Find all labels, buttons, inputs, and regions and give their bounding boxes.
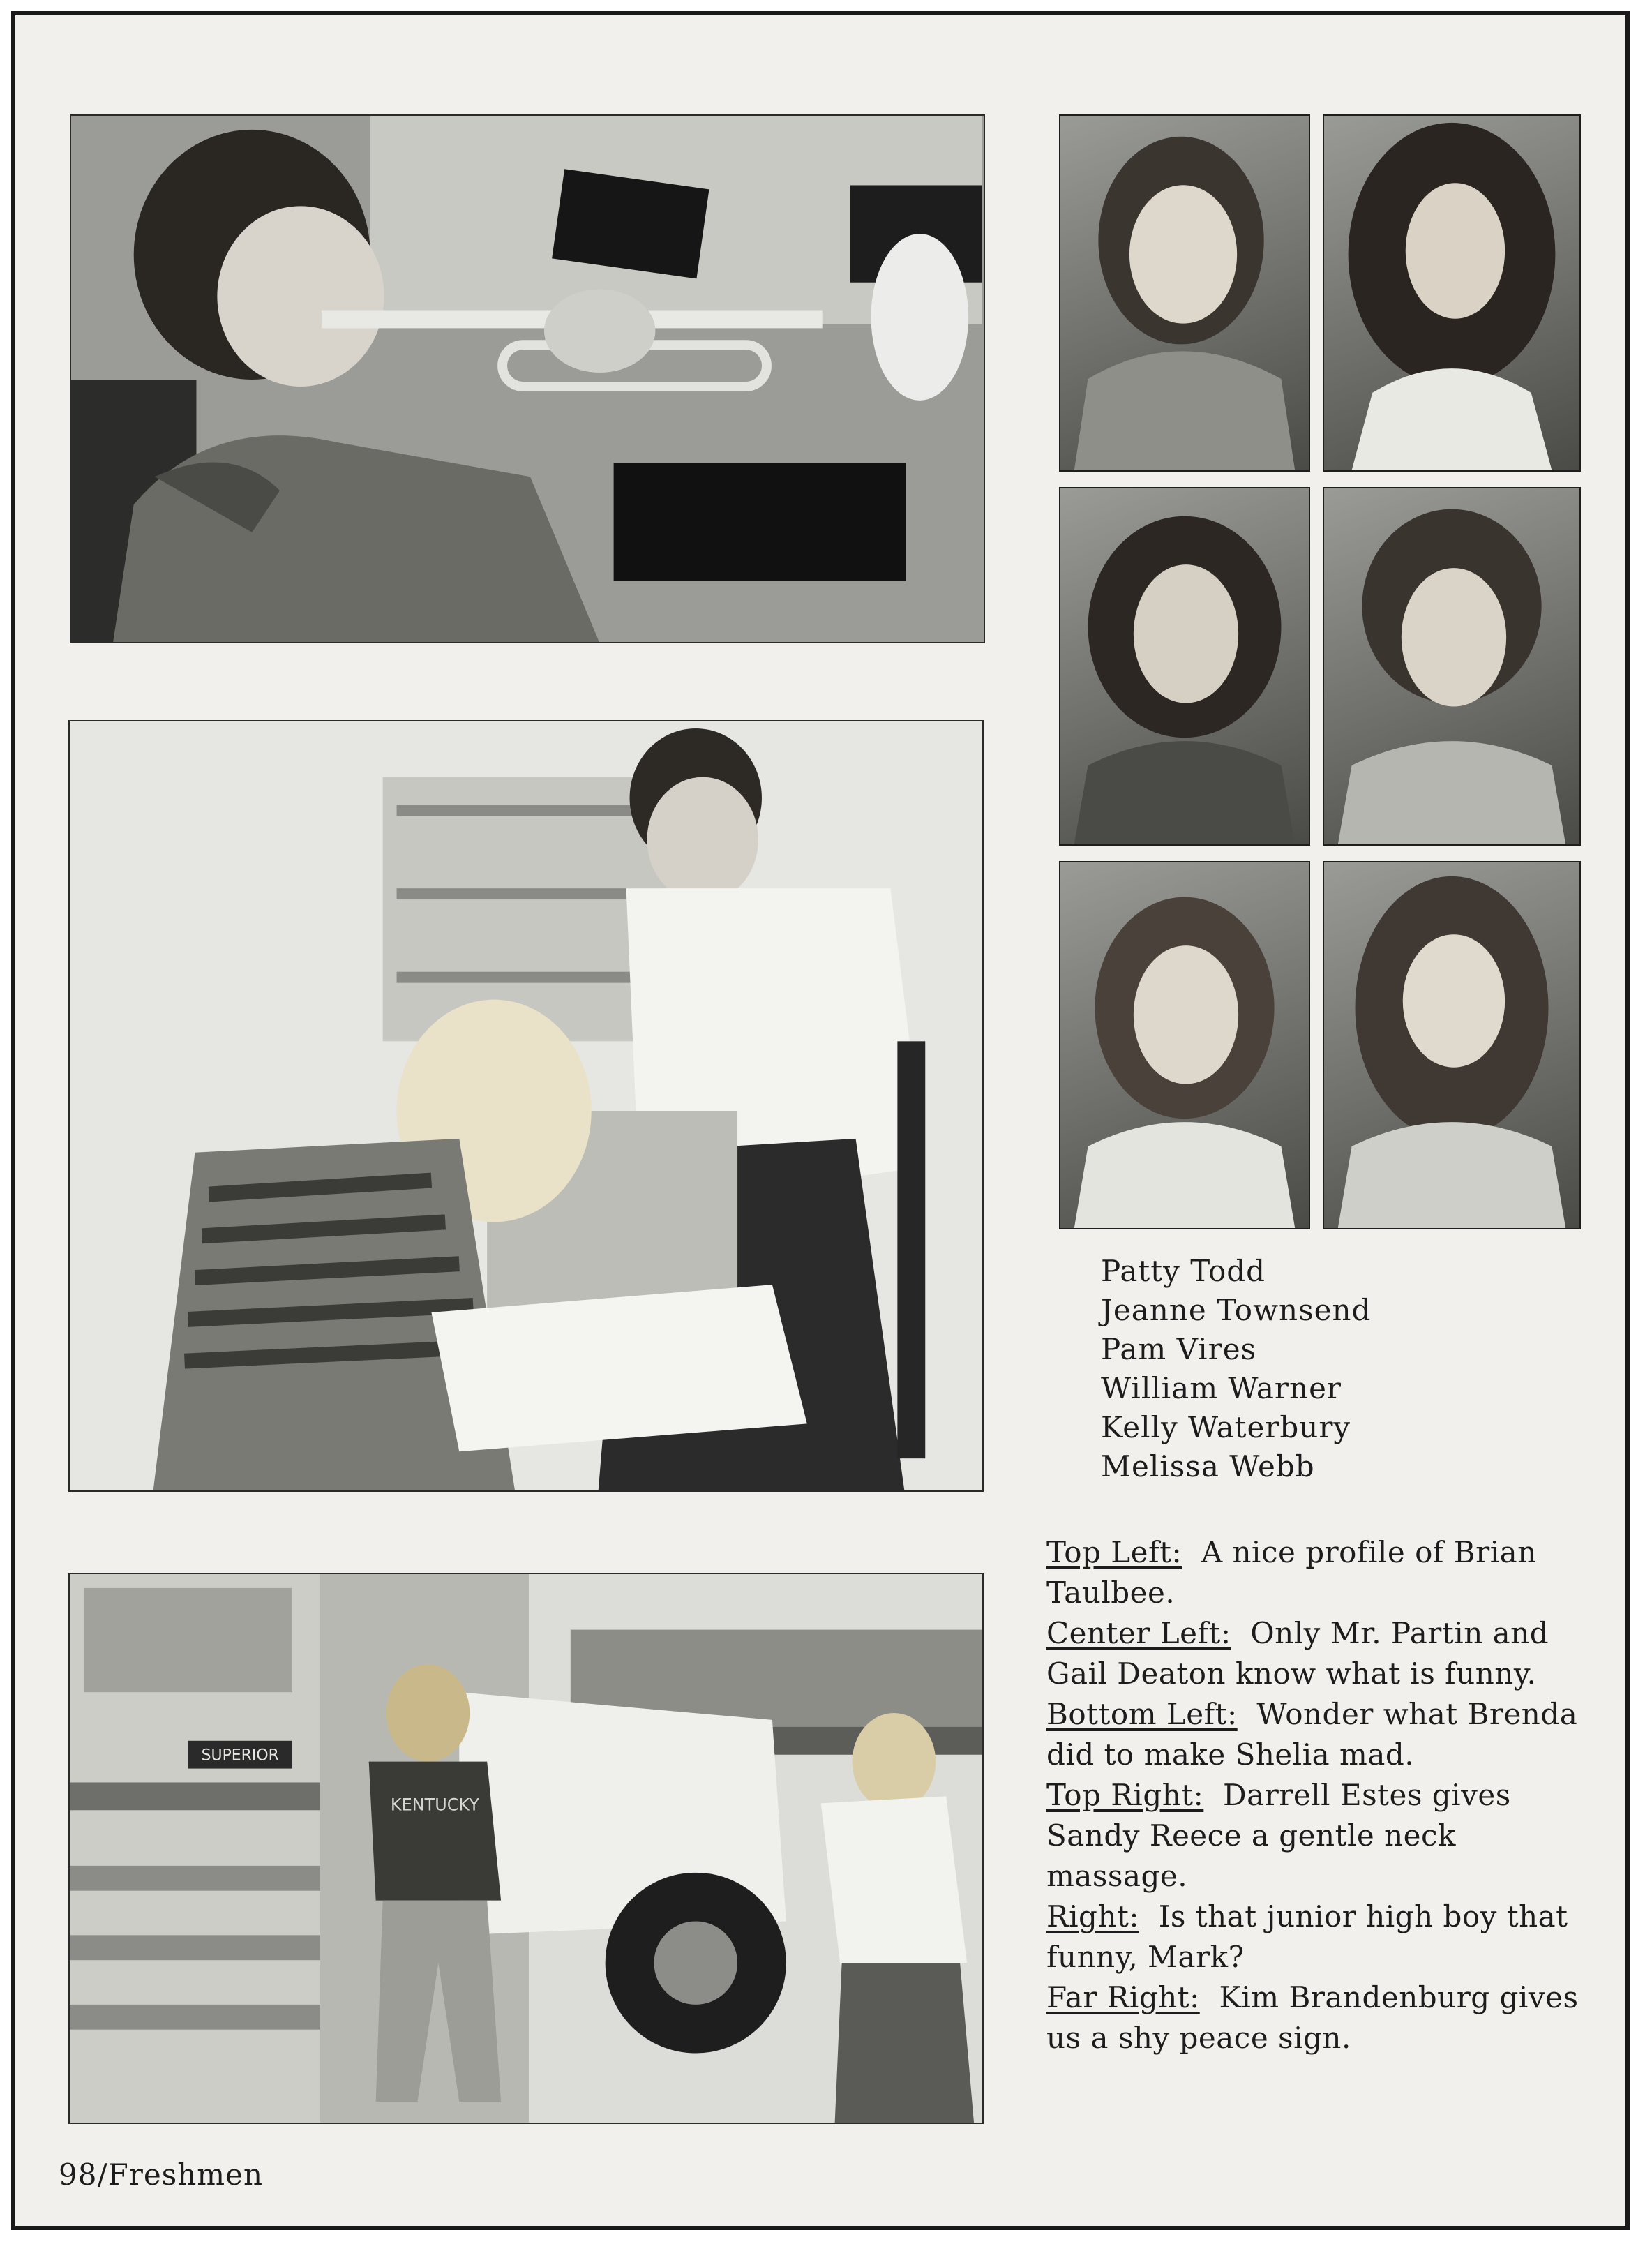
name-item: Jeanne Townsend (1101, 1293, 1372, 1327)
trumpet-photo-illustration (71, 116, 984, 642)
portrait-figure (1324, 862, 1579, 1228)
caption-text: Only Mr. Partin and Gail Deaton know what is funny. (1046, 1616, 1549, 1691)
photo-school-bus (68, 1573, 984, 2124)
bus-photo-illustration (70, 1574, 982, 2123)
caption (1046, 1613, 1605, 1694)
caption-label: Far Right: (1046, 1980, 1200, 2014)
portrait-figure (1324, 488, 1579, 844)
name-item: Patty Todd (1101, 1254, 1266, 1288)
name-item: Kelly Waterbury (1101, 1410, 1351, 1444)
caption-text: Darrell Estes gives Sandy Reece a gentle neck massage. (1046, 1778, 1511, 1893)
portrait-melissa-webb (1323, 861, 1581, 1229)
name-item: William Warner (1101, 1371, 1342, 1405)
portrait-figure (1060, 116, 1309, 470)
caption-label: Center Left: (1046, 1616, 1231, 1650)
portrait-patty-todd (1059, 114, 1310, 472)
portrait-figure (1060, 862, 1309, 1228)
caption-label: Top Left: (1046, 1535, 1182, 1569)
caption-text: Kim Brandenburg gives us a shy peace sign. (1046, 1980, 1579, 2055)
caption-text: A nice profile of Brian Taulbee. (1046, 1535, 1537, 1610)
caption (1046, 1977, 1605, 2058)
caption-label: Bottom Left: (1046, 1697, 1238, 1731)
portrait-figure (1324, 116, 1579, 470)
classroom-photo-illustration (70, 721, 982, 1490)
portrait-kelly-waterbury (1059, 861, 1310, 1229)
caption-text: Is that junior high boy that funny, Mark? (1046, 1899, 1568, 1974)
caption (1046, 1532, 1605, 1613)
photo-teacher-student (68, 720, 984, 1492)
photo-captions (1046, 1532, 1605, 2058)
caption (1046, 1775, 1605, 1897)
bus-badge: SUPERIOR (201, 1746, 279, 1765)
portrait-figure (1060, 488, 1309, 844)
portrait-william-warner (1323, 487, 1581, 846)
page-number: 98/Freshmen (59, 2157, 264, 2192)
yearbook-page (11, 11, 1630, 2230)
name-item: Pam Vires (1101, 1332, 1257, 1366)
caption-text: Wonder what Brenda did to make Shelia mad. (1046, 1697, 1578, 1772)
caption (1046, 1694, 1605, 1775)
caption-label: Top Right: (1046, 1778, 1204, 1812)
caption-label: Right: (1046, 1899, 1140, 1933)
caption (1046, 1897, 1605, 1977)
shirt-text: KENTUCKY (390, 1795, 479, 1815)
portrait-pam-vires (1059, 487, 1310, 846)
portrait-jeanne-townsend (1323, 114, 1581, 472)
name-item: Melissa Webb (1101, 1449, 1315, 1483)
portrait-name-list (1101, 1252, 1371, 1486)
photo-trumpet-player (70, 114, 985, 643)
